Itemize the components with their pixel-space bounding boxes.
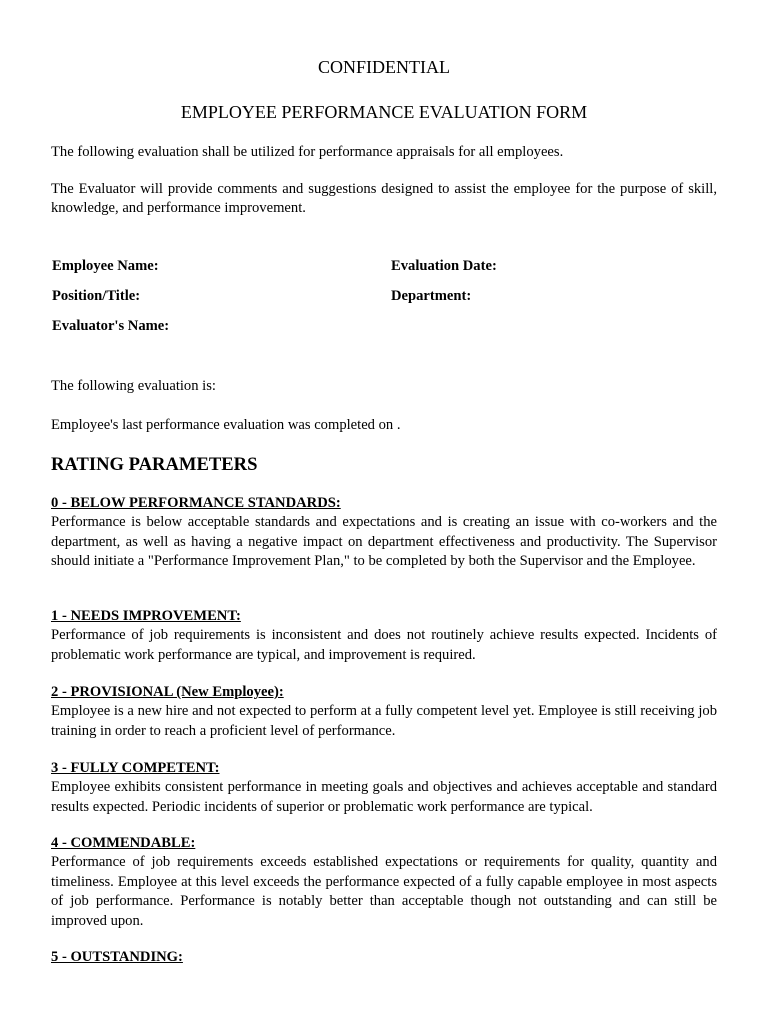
- last-evaluation-text: Employee's last performance evaluation was completed on .: [51, 417, 401, 433]
- rating-item-5: [51, 948, 717, 967]
- rating-item-4: [51, 834, 717, 931]
- rating-description: Performance of job requirements exceeds established expectations or requirements for quality, quantity and timeliness. Employee at this level exceeds the performance expected of a fully capable employee in most aspects of job performance. Performance is notably better than acceptable though not outstanding and can still be improved upon.: [51, 854, 717, 929]
- intro-paragraph-2: The Evaluator will provide comments and suggestions designed to assist the employee for the purpose of skill, knowledge, and performance improvement.: [51, 181, 717, 217]
- evaluation-is-text: The following evaluation is:: [51, 378, 216, 394]
- employee-name-label: Employee Name:: [52, 258, 159, 274]
- evaluation-date-label: Evaluation Date:: [391, 258, 497, 274]
- evaluator-name-label: Evaluator's Name:: [52, 318, 170, 334]
- rating-title: 0 - BELOW PERFORMANCE STANDARDS:: [51, 495, 341, 511]
- confidential-label: CONFIDENTIAL: [318, 57, 450, 77]
- rating-item-0: [51, 494, 717, 572]
- rating-title: 1 - NEEDS IMPROVEMENT:: [51, 608, 241, 624]
- intro-paragraph-1: The following evaluation shall be utilized for performance appraisals for all employees.: [51, 144, 564, 160]
- rating-description: Employee is a new hire and not expected to perform at a fully competent level yet. Employee is still receiving job training in order to reach a proficient level of performance.: [51, 703, 717, 739]
- rating-item-1: [51, 607, 717, 665]
- form-title: EMPLOYEE PERFORMANCE EVALUATION FORM: [180, 102, 588, 122]
- rating-title: 4 - COMMENDABLE:: [51, 835, 196, 851]
- rating-description: Performance is below acceptable standards and expectations and is creating an issue with co-workers and the department, as well as having a negative impact on department effectiveness and productivity. The Supervisor should initiate a "Performance Improvement Plan," to be completed by both the Supervisor and the Employee.: [51, 514, 717, 570]
- rating-parameters-heading: RATING PARAMETERS: [51, 454, 258, 475]
- rating-item-3: [51, 759, 717, 817]
- rating-title: 3 - FULLY COMPETENT:: [51, 760, 220, 776]
- rating-description: Employee exhibits consistent performance in meeting goals and objectives and achieves acceptable and standard results expected. Periodic incidents of superior or problematic work performance are typical.: [51, 779, 717, 815]
- rating-title: 2 - PROVISIONAL (New Employee):: [51, 684, 284, 700]
- rating-item-2: [51, 683, 717, 741]
- position-title-label: Position/Title:: [52, 288, 141, 304]
- department-label: Department:: [391, 288, 472, 304]
- rating-description: Performance of job requirements is inconsistent and does not routinely achieve results expected. Incidents of problematic work performance are typical, and improvement is required.: [51, 627, 717, 663]
- rating-title: 5 - OUTSTANDING:: [51, 949, 183, 965]
